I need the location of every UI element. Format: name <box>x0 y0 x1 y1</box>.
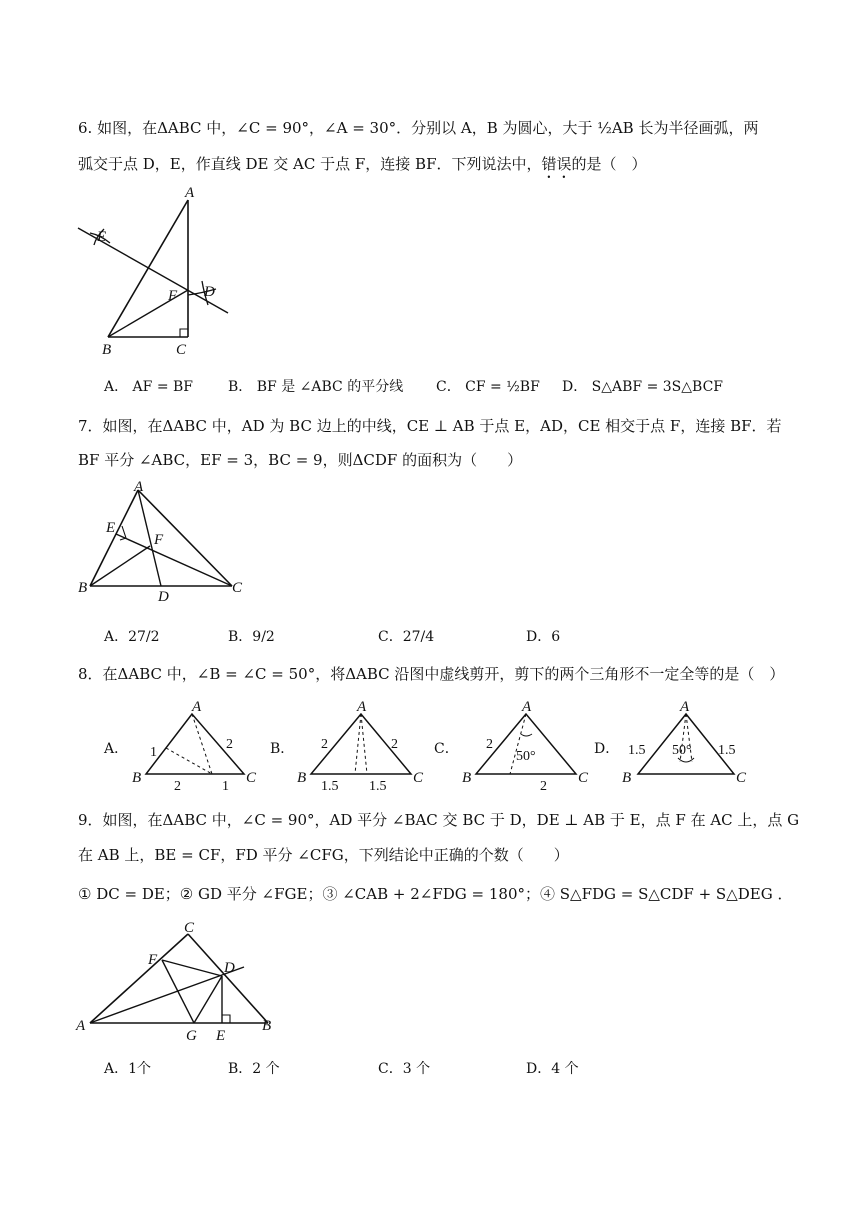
q6-stem-line2c: 的是（ ） <box>571 155 647 173</box>
q8d-vertex-a: A <box>680 699 690 715</box>
q7-label-C: C <box>232 580 243 596</box>
q8a-label-right: 2 <box>226 737 233 752</box>
q7-figure <box>76 478 251 603</box>
q8d-label-angle: 50° <box>672 743 692 758</box>
q8-figure-d <box>618 700 768 792</box>
q8b-label-left: 2 <box>321 737 328 752</box>
q7-option-d[interactable]: D．6 <box>526 629 561 645</box>
q9-label-E: E <box>216 1028 226 1044</box>
q6-label-A: A <box>185 185 195 201</box>
q6-option-b[interactable]: B． BF 是 ∠ABC 的平分线 <box>228 379 404 395</box>
q6-emphasis: 错误 <box>541 155 572 173</box>
q8a-label-left: 1 <box>150 745 157 760</box>
q6-option-a[interactable]: A． AF = BF <box>104 379 194 395</box>
q8b-label-right: 2 <box>391 737 398 752</box>
q8a-label-bottom1: 2 <box>174 779 181 794</box>
q6-label-F: F <box>168 288 178 304</box>
q9-option-b[interactable]: B．2 个 <box>228 1061 280 1077</box>
q9-label-B: B <box>262 1018 272 1034</box>
q7-option-c[interactable]: C．27/4 <box>378 629 435 645</box>
q7-label-B: B <box>78 580 88 596</box>
q7-label-F: F <box>154 532 164 548</box>
q6-label-C: C <box>176 342 187 358</box>
q9-option-c[interactable]: C．3 个 <box>378 1061 431 1077</box>
q6-option-d[interactable]: D． S△ABF = 3S△BCF <box>562 379 724 395</box>
q9-figure <box>76 920 286 1045</box>
q8-stem-line1: 8．在ΔABC 中，∠B = ∠C = 50°，将ΔABC 沿图中虚线剪开，剪下的两个三角形不一定全等的是（ ） <box>78 665 785 683</box>
q9-stem-line2: 在 AB 上，BE = CF，FD 平分 ∠CFG，下列结论中正确的个数（ ） <box>78 846 569 864</box>
q6-label-E: E <box>97 229 107 245</box>
q8-option-d[interactable]: D． <box>594 741 620 757</box>
q9-label-C: C <box>184 920 195 936</box>
q8b-vertex-a: A <box>357 699 367 715</box>
q8d-vertex-c: C <box>736 770 747 786</box>
q6-label-B: B <box>102 342 112 358</box>
q8a-label-bottom2: 1 <box>222 779 229 794</box>
q9-option-a[interactable]: A．1个 <box>104 1061 152 1077</box>
q8a-vertex-c: C <box>246 770 257 786</box>
q7-label-A: A <box>134 479 144 495</box>
q9-label-D: D <box>224 960 235 976</box>
q8c-label-left: 2 <box>486 737 493 752</box>
q8-option-a[interactable]: A． <box>104 741 129 757</box>
q8b-vertex-c: C <box>413 770 424 786</box>
q8c-label-bottom: 2 <box>540 779 547 794</box>
q6-figure <box>70 185 245 365</box>
q9-option-d[interactable]: D．4 个 <box>526 1061 579 1077</box>
q8b-label-bottom2: 1.5 <box>369 779 387 794</box>
q8b-vertex-b: B <box>297 770 307 786</box>
q6-stem-line2 <box>78 154 647 182</box>
q8d-label-right: 1.5 <box>718 743 736 758</box>
q9-label-F: F <box>148 952 158 968</box>
q6-stem-line2a: 弧交于点 D，E，作直线 DE 交 AC 于点 F，连接 BF．下列说法中， <box>78 155 542 173</box>
q8c-vertex-a: A <box>522 699 532 715</box>
q6-option-c[interactable]: C． CF = ½BF <box>436 379 540 395</box>
q9-stem-line1: 9．如图，在ΔABC 中，∠C = 90°，AD 平分 ∠BAC 交 BC 于 D，DE ⊥ AB 于 E，点 F 在 AC 上，点 G <box>78 811 800 829</box>
q8-figure-b <box>295 700 435 792</box>
q6-stem-line1: 6. 如图，在ΔABC 中，∠C = 90°，∠A = 30°．分别以 A，B 为圆心，大于 ½AB 长为半径画弧，两 <box>78 119 759 137</box>
q8a-vertex-b: B <box>132 770 142 786</box>
q8d-vertex-b: B <box>622 770 632 786</box>
q7-label-D: D <box>158 589 169 605</box>
q9-label-A: A <box>76 1018 86 1034</box>
q7-stem-line2: BF 平分 ∠ABC，EF = 3，BC = 9，则ΔCDF 的面积为（ ） <box>78 451 523 469</box>
q7-option-a[interactable]: A．27/2 <box>104 629 160 645</box>
q8a-vertex-a: A <box>192 699 202 715</box>
q8-figure-a <box>130 700 270 792</box>
q9-label-G: G <box>186 1028 197 1044</box>
q8-option-b[interactable]: B． <box>270 741 295 757</box>
q8-figure-c <box>460 700 600 792</box>
q7-stem-line1: 7．如图，在ΔABC 中，AD 为 BC 边上的中线，CE ⊥ AB 于点 E，AD，CE 相交于点 F，连接 BF．若 <box>78 417 782 435</box>
q8-option-c[interactable]: C． <box>434 741 459 757</box>
q6-label-D: D <box>204 284 215 300</box>
q8c-vertex-c: C <box>578 770 589 786</box>
q8c-vertex-b: B <box>462 770 472 786</box>
q8c-label-angle: 50° <box>516 749 536 764</box>
q9-statements: ① DC = DE；② GD 平分 ∠FGE；③ ∠CAB + 2∠FDG = 180°；④ S△FDG = S△CDF + S△DEG ． <box>78 885 793 903</box>
q8b-label-bottom1: 1.5 <box>321 779 339 794</box>
q8d-label-left: 1.5 <box>628 743 646 758</box>
q7-option-b[interactable]: B．9/2 <box>228 629 275 645</box>
q7-label-E: E <box>106 520 116 536</box>
